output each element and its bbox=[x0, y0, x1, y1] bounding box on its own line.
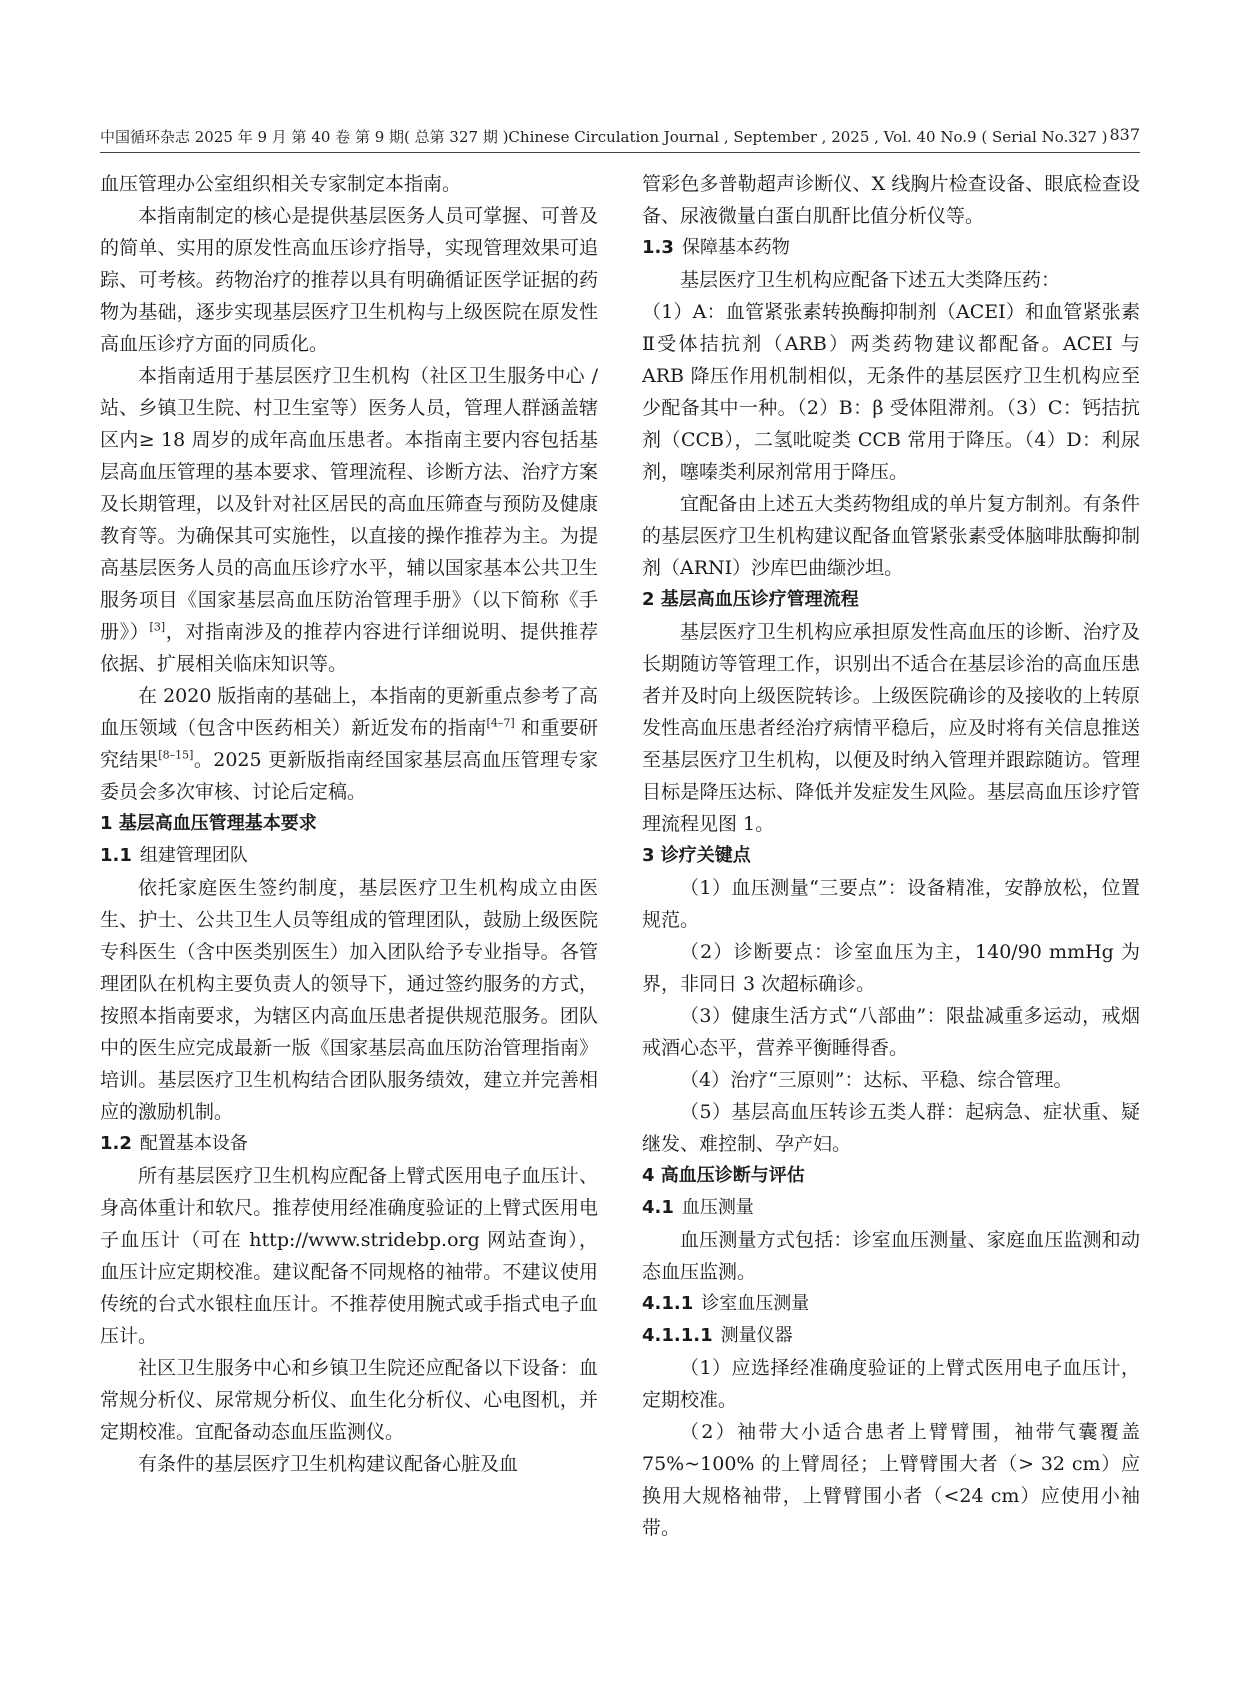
section-number: 4.1 bbox=[642, 1197, 674, 1218]
paragraph: 管彩色多普勒超声诊断仪、X 线胸片检查设备、眼底检查设备、尿液微量白蛋白肌酐比值分析仪等。 bbox=[642, 173, 1140, 227]
list-item: （2）袖带大小适合患者上臂臂围，袖带气囊覆盖 75%~100% 的上臂周径；上臂臂围大者（> 32 cm）应换用大规格袖带，上臂臂围小者（<24 cm）应使用小袖带。 bbox=[642, 1421, 1140, 1539]
section-heading: 2 基层高血压诊疗管理流程 bbox=[642, 589, 859, 610]
citation-ref: [4–7] bbox=[486, 716, 515, 730]
paragraph: 所有基层医疗卫生机构应配备上臂式医用电子血压计、身高体重计和软尺。推荐使用经准确度验证的上臂式医用电子血压计（可在 http://www.stridebp.org 网站查询），血压计应定期校准。建议配备不同规格的袖带。不建议使用传统的台式水银柱血压计。不推荐使用腕式或手指式电子血压计。 bbox=[100, 1165, 598, 1347]
section-number: 1.1 bbox=[100, 845, 132, 866]
right-column bbox=[642, 168, 1140, 1544]
paragraph-text: 本指南适用于基层医疗卫生机构（社区卫生服务中心 / 站、乡镇卫生院、村卫生室等）医务人员，管理人群涵盖辖区内≥ 18 周岁的成年高血压患者。本指南主要内容包括基层高血压管理的基本要求、管理流程、诊断方法、治疗方案及长期管理，以及针对社区居民的高血压筛查与预防及健康教育等。为确保其可实施性，以直接的操作推荐为主。为提高基层医务人员的高血压诊疗水平，辅以国家基本公共卫生服务项目《国家基层高血压防治管理手册》（以下简称《手册》） bbox=[100, 365, 598, 643]
paragraph: 有条件的基层医疗卫生机构建议配备心脏及血 bbox=[138, 1453, 519, 1475]
left-column bbox=[100, 168, 598, 1480]
journal-citation: 中国循环杂志 2025 年 9 月 第 40 卷 第 9 期( 总第 327 期 )Chinese Circulation Journal , September , 2025 , Vol. 40 No.9 ( Serial No.327 ) bbox=[100, 128, 1108, 146]
paragraph: 基层医疗卫生机构应配备下述五大类降压药： bbox=[680, 269, 1061, 291]
paragraph-text: ，对指南涉及的推荐内容进行详细说明、提供推荐依据、扩展相关临床知识等。 bbox=[100, 621, 598, 675]
key-point: （4）治疗“三原则”：达标、平稳、综合管理。 bbox=[680, 1069, 1073, 1091]
subsection-heading bbox=[100, 840, 598, 872]
paragraph: 宜配备由上述五大类药物组成的单片复方制剂。有条件的基层医疗卫生机构建议配备血管紧张素受体脑啡肽酶抑制剂（ARNI）沙库巴曲缬沙坦。 bbox=[642, 493, 1140, 579]
section-title: 测量仪器 bbox=[720, 1325, 793, 1346]
section-title: 保障基本药物 bbox=[681, 237, 790, 258]
key-point: （2）诊断要点：诊室血压为主，140/90 mmHg 为界，非同日 3 次超标确诊。 bbox=[642, 941, 1140, 995]
section-title: 血压测量 bbox=[681, 1197, 754, 1218]
citation-ref: [8–15] bbox=[158, 748, 194, 762]
section-title: 诊室血压测量 bbox=[701, 1293, 810, 1314]
paragraph: （1）A：血管紧张素转换酶抑制剂（ACEI）和血管紧张素Ⅱ受体拮抗剂（ARB）两类药物建议都配备。ACEI 与 ARB 降压作用机制相似，无条件的基层医疗卫生机构应至少配备其中一种。（2）B：β 受体阻滞剂。（3）C：钙拮抗剂（CCB），二氢吡啶类 CCB 常用于降压。（4）D：利尿剂，噻嗪类利尿剂常用于降压。 bbox=[642, 301, 1140, 483]
paragraph: 依托家庭医生签约制度，基层医疗卫生机构成立由医生、护士、公共卫生人员等组成的管理团队，鼓励上级医院专科医生（含中医类别医生）加入团队给予专业指导。各管理团队在机构主要负责人的领导下，通过签约服务的方式，按照本指南要求，为辖区内高血压患者提供规范服务。团队中的医生应完成最新一版《国家基层高血压防治管理指南》培训。基层医疗卫生机构结合团队服务绩效，建立并完善相应的激励机制。 bbox=[100, 877, 598, 1123]
section-number: 1.3 bbox=[642, 237, 674, 258]
section-heading: 4 高血压诊断与评估 bbox=[642, 1165, 805, 1186]
paragraph-text: 和重要研究结果 bbox=[100, 717, 598, 771]
paragraph bbox=[100, 680, 598, 808]
section-number: 4.1.1 bbox=[642, 1293, 694, 1314]
section-number: 1.2 bbox=[100, 1133, 132, 1154]
paragraph: 血压管理办公室组织相关专家制定本指南。 bbox=[100, 173, 462, 195]
running-header bbox=[100, 124, 1140, 153]
key-point: （5）基层高血压转诊五类人群：起病急、症状重、疑继发、难控制、孕产妇。 bbox=[642, 1101, 1140, 1155]
paragraph: 基层医疗卫生机构应承担原发性高血压的诊断、治疗及长期随访等管理工作，识别出不适合在基层诊治的高血压患者并及时向上级医院转诊。上级医院确诊的及接收的上转原发性高血压患者经治疗病情平稳后，应及时将有关信息推送至基层医疗卫生机构，以便及时纳入管理并跟踪随访。管理目标是降压达标、降低并发症发生风险。基层高血压诊疗管理流程见图 1。 bbox=[642, 621, 1140, 835]
paragraph-text: 。2025 更新版指南经国家基层高血压管理专家委员会多次审核、讨论后定稿。 bbox=[100, 749, 598, 803]
page-number: 837 bbox=[1109, 125, 1140, 144]
subsection-heading bbox=[100, 1128, 598, 1160]
paragraph: 社区卫生服务中心和乡镇卫生院还应配备以下设备：血常规分析仪、尿常规分析仪、血生化分析仪、心电图机，并定期校准。宜配备动态血压监测仪。 bbox=[100, 1357, 598, 1443]
subsection-heading bbox=[642, 232, 1140, 264]
section-number: 4.1.1.1 bbox=[642, 1325, 713, 1346]
citation-ref: [3] bbox=[149, 620, 166, 634]
subsection-heading bbox=[642, 1288, 1140, 1320]
paragraph bbox=[100, 360, 598, 680]
key-point: （1）血压测量“三要点”：设备精准，安静放松，位置规范。 bbox=[642, 877, 1140, 931]
list-item: （1）应选择经准确度验证的上臂式医用电子血压计，定期校准。 bbox=[642, 1357, 1140, 1411]
paragraph-text: 在 2020 版指南的基础上，本指南的更新重点参考了高血压领域（包含中医药相关）新近发布的指南 bbox=[100, 685, 598, 739]
section-title: 配置基本设备 bbox=[139, 1133, 248, 1154]
section-heading: 3 诊疗关键点 bbox=[642, 845, 751, 866]
key-point: （3）健康生活方式“八部曲”：限盐减重多运动，戒烟戒酒心态平，营养平衡睡得香。 bbox=[642, 1005, 1140, 1059]
section-heading: 1 基层高血压管理基本要求 bbox=[100, 813, 317, 834]
paragraph: 本指南制定的核心是提供基层医务人员可掌握、可普及的简单、实用的原发性高血压诊疗指导，实现管理效果可追踪、可考核。药物治疗的推荐以具有明确循证医学证据的药物为基础，逐步实现基层医疗卫生机构与上级医院在原发性高血压诊疗方面的同质化。 bbox=[100, 205, 598, 355]
paragraph: 血压测量方式包括：诊室血压测量、家庭血压监测和动态血压监测。 bbox=[642, 1229, 1140, 1283]
section-title: 组建管理团队 bbox=[139, 845, 248, 866]
subsection-heading bbox=[642, 1192, 1140, 1224]
subsection-heading bbox=[642, 1320, 1140, 1352]
